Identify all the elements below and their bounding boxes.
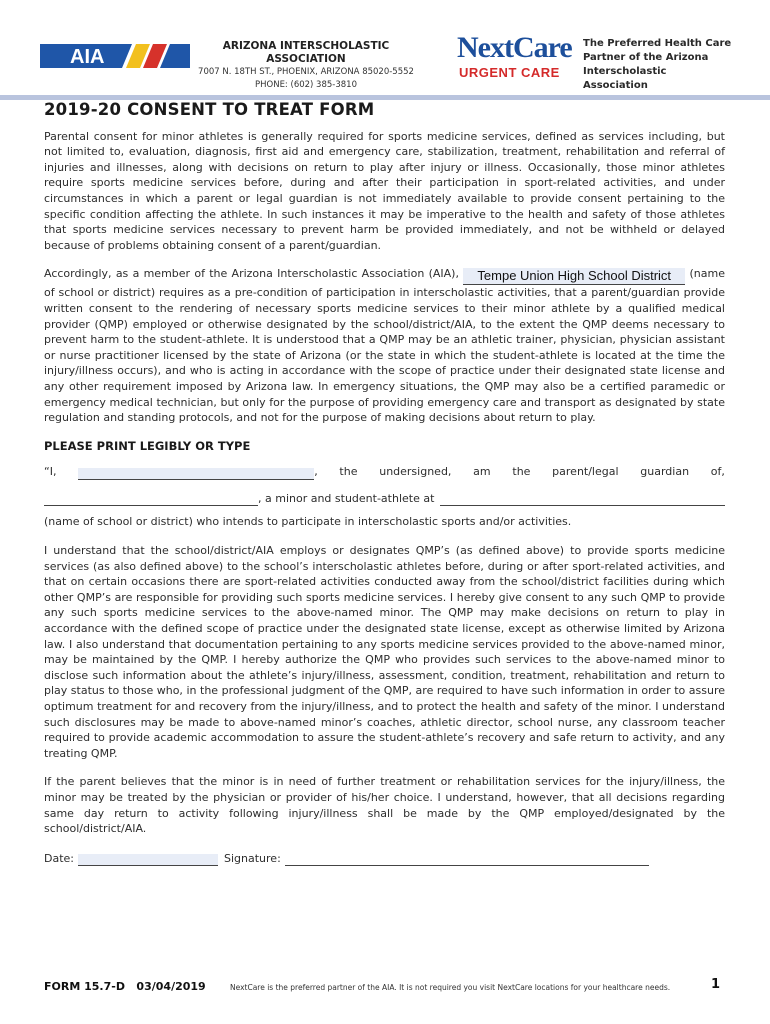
- form-body: [44, 102, 725, 866]
- org-info: [190, 40, 422, 92]
- aia-logo-text: AIA: [70, 46, 105, 68]
- accordingly-paragraph: [44, 266, 725, 425]
- signature-label: Signature:: [224, 851, 281, 865]
- word-guardian: guardian: [640, 465, 690, 479]
- minor-athlete-text: , a minor and student-athlete at: [258, 491, 435, 505]
- intro-paragraph: Parental consent for minor athletes is generally required for sports medicine services, defined as services including, but not limited to, evaluation, diagnosis, first aid and emergency care, stabilization, treatment, rehabilitation and referral of injuries and illnesses, along with decisions on return to play after injury or illness. Occasionally, those minor athletes require sports medicine services before, during and after their participation in sport-related activities, and under circumstances in which a parent or legal guardian is not immediately available to provide consent pertaining to the specific condition affecting the athlete. In such instances it may be imperative to the health and safety of those athletes that sports medicine services necessary to prevent harm be provided immediately, and not be withheld or delayed because of problems obtaining consent of a parent/guardian.: [44, 129, 725, 252]
- page-header: [0, 0, 770, 96]
- signature-input[interactable]: [285, 854, 649, 866]
- date-signature-row: [44, 851, 725, 867]
- partner-line-3: Interscholastic Association: [583, 66, 667, 91]
- consent-line-3: (name of school or district) who intends to participate in interscholastic sports and/or activities.: [44, 515, 572, 529]
- word-am: am: [473, 465, 491, 479]
- nextcare-wordmark: NextCare: [457, 31, 572, 64]
- date-label: Date:: [44, 851, 74, 865]
- accordingly-prefix: Accordingly, as a member of the Arizona Interscholastic Association (AIA),: [44, 267, 464, 281]
- form-title: 2019-20 CONSENT TO TREAT FORM: [44, 100, 375, 119]
- org-name: ARIZONA INTERSCHOLASTIC ASSOCIATION: [222, 40, 390, 65]
- parent-believes-paragraph: If the parent believes that the minor is in need of further treatment or rehabilitation services for the injury/illness, the minor may be treated by the physician or provider of his/her choice. I understand, however, that all decisions regarding same day return to activity following injury/illness shall be made by the QMP employed/designated by the school/district/AIA.: [44, 775, 725, 836]
- date-input[interactable]: [78, 854, 218, 866]
- minor-name-input[interactable]: [44, 494, 258, 506]
- print-heading: PLEASE PRINT LEGIBLY OR TYPE: [44, 438, 251, 453]
- page-footer: [44, 977, 720, 997]
- consent-line-2: [44, 491, 725, 507]
- form-number: FORM 15.7-D 03/04/2019: [44, 980, 206, 993]
- parent-name-field[interactable]: [78, 464, 318, 480]
- accordingly-suffix: (name of school or district) requires as a pre-condition of participation in interscholastic activities, that a parent/guardian provide written consent to the rendering of necessary sports medicine services to their minor athlete by a qualified medical provider (QMP) employed or otherwise designated by the school/district/AIA, to the extent the QMP deems necessary to prevent harm to the student-athlete. It is understood that a QMP may be an athletic trainer, physician, physician assistant or nurse practitioner licensed by the state of Arizona (or the state in which the student-athlete is located at the time the injury/illness occurs), and who is acting in accordance with the scope of practice under their designated state license and any other requirement imposed by Arizona law. In emergency situations, the QMP may also be a certified paramedic or emergency medical technician, but only for the purpose of providing emergency care and transport as designated by state regulation and standing protocols, and not for the purpose of making decisions about return to play.: [44, 267, 725, 425]
- understand-paragraph: I understand that the school/district/AIA employs or designates QMP’s (as defined above) to provide sports medicine services (as also defined above) to the school’s interscholastic athletes before, during or after sport-related activities, and that on certain occasions there are sport-related activities conducted away from the school/district facilities during which other QMP’s are responsible for providing such sports medicine services. I hereby give consent to any such QMP to provide any such sports medicine services to the above-named minor. The QMP may make decisions on return to play in accordance with the defined scope of practice under the designated state license, except as otherwise limited by Arizona law. I also understand that documentation pertaining to any sports medicine services provided to the above-named minor, may be maintained by the QMP. I hereby authorize the QMP who provides such services to the above-named minor to disclose such information about the athlete’s injury/illness, assessment, condition, treatment, rehabilitation and return to play status to those who, in the professional judgment of the QMP, are required to have such information in order to assure optimum treatment for and recovery from the injury/illness, and to protect the health and safety of the minor. I understand such disclosures may be made to above-named minor’s coaches, athletic director, school nurse, any classroom teacher required to provide academic accommodation to assure the student-athlete’s recovery and safe return to activity, and any treating QMP.: [44, 544, 725, 760]
- partner-line-2: Partner of the Arizona: [583, 52, 709, 63]
- aia-logo: [40, 36, 190, 68]
- school-district-field[interactable]: Tempe Union High School District: [463, 268, 685, 285]
- word-the: the: [339, 465, 358, 479]
- parent-name-input[interactable]: [78, 468, 314, 480]
- org-address: 7007 N. 18TH ST., PHOENIX, ARIZONA 85020-5552: [198, 67, 414, 77]
- footer-note: NextCare is the preferred partner of the AIA. It is not required you visit NextCare locations for your healthcare needs.: [230, 983, 671, 992]
- comma: ,: [314, 465, 318, 479]
- word-of: of,: [710, 465, 725, 479]
- partner-line-1: The Preferred Health Care: [583, 38, 732, 49]
- quote-i: “I,: [44, 465, 57, 479]
- word-parent-legal: parent/legal: [552, 465, 619, 479]
- partner-tagline: [583, 37, 733, 93]
- nextcare-subtitle: URGENT CARE: [459, 65, 560, 80]
- nextcare-logo: [457, 32, 581, 82]
- page-number: 1: [710, 977, 720, 992]
- consent-line-1: [44, 464, 725, 480]
- word-the-2: the: [512, 465, 531, 479]
- org-phone: PHONE: (602) 385-3810: [255, 80, 357, 90]
- word-undersigned: undersigned,: [379, 465, 452, 479]
- school-name-input[interactable]: [440, 494, 725, 506]
